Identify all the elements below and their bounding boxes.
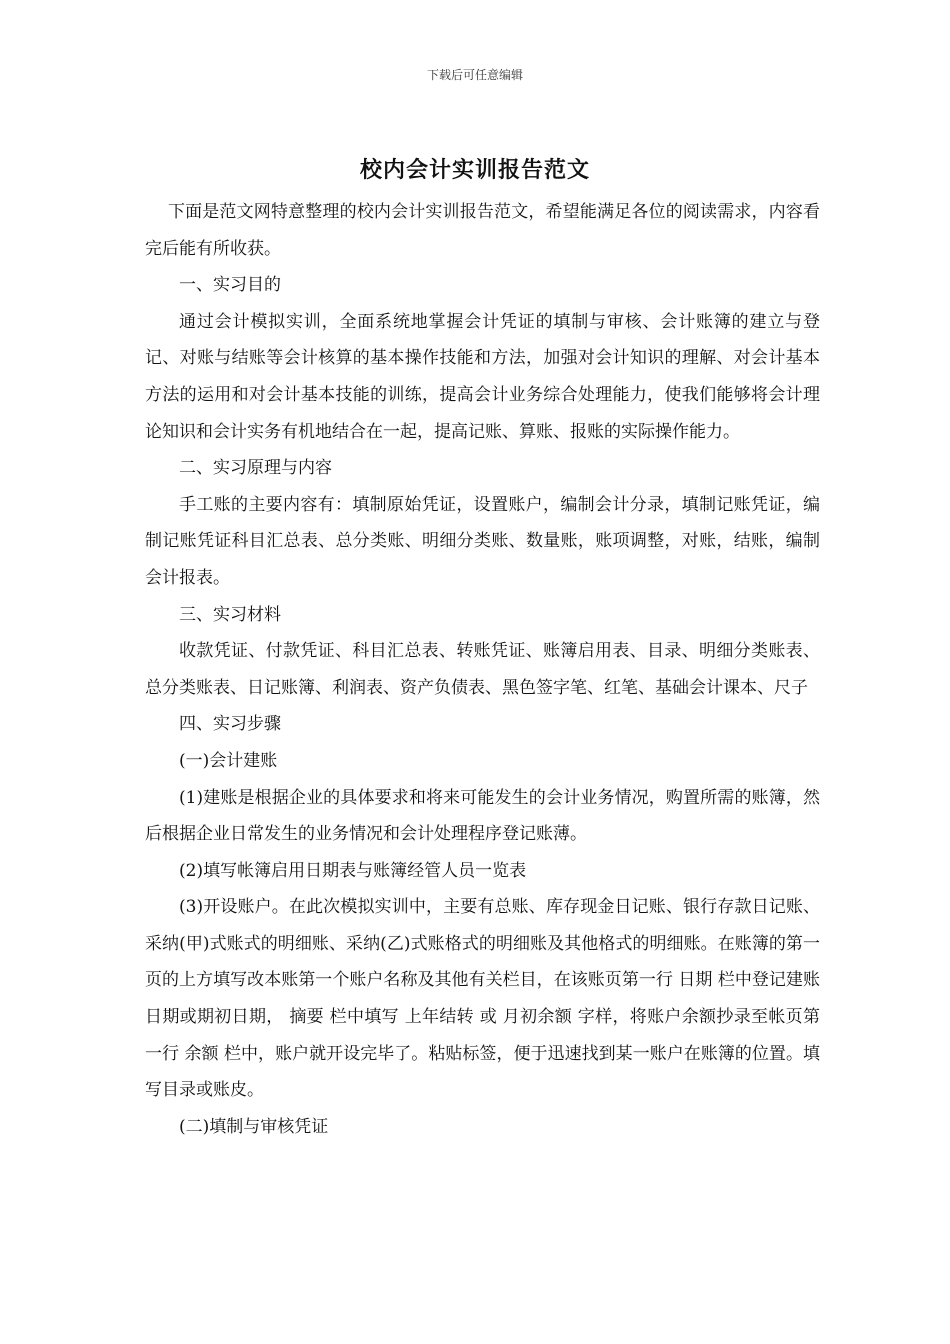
page-header-note: 下载后可任意编辑 xyxy=(426,68,523,82)
subsection-heading-vouchers: (二)填制与审核凭证 xyxy=(179,1116,329,1137)
intro-paragraph: 下面是范文网特意整理的校内会计实训报告范文，希望能满足各位的阅读需求，内容看完后能有所收获。 xyxy=(145,202,820,259)
section-heading-materials: 三、实习材料 xyxy=(179,604,281,625)
section-heading-principle: 二、实习原理与内容 xyxy=(179,458,332,479)
step-2-paragraph: (2)填写帐簿启用日期表与账簿经管人员一览表 xyxy=(179,860,527,881)
document-body xyxy=(145,194,820,1145)
document-title: 校内会计实训报告范文 xyxy=(359,157,590,183)
materials-paragraph: 收款凭证、付款凭证、科目汇总表、转账凭证、账簿启用表、目录、明细分类账表、总分类账表、日记账簿、利润表、资产负债表、黑色签字笔、红笔、基础会计课本、尺子 xyxy=(145,641,820,698)
subsection-heading-setup: (一)会计建账 xyxy=(179,750,278,771)
step-3-paragraph: (3)开设账户。在此次模拟实训中，主要有总账、库存现金日记账、银行存款日记账、采纳(甲)式账式的明细账、采纳(乙)式账格式的明细账及其他格式的明细账。在账簿的第一页的上方填写改本账第一个账户名称及其他有关栏目，在该账页第一行 日期 栏中登记建账日期或期初日期， 摘要 栏中填写 上年结转 或 月初余额 字样，将账户余额抄录至帐页第一行 余额 栏中，账户就开设完毕了。粘贴标签，便于迅速找到某一账户在账簿的位置。填写目录或账皮。 xyxy=(145,897,820,1101)
principle-paragraph: 手工账的主要内容有：填制原始凭证，设置账户，编制会计分录，填制记账凭证，编制记账凭证科目汇总表、总分类账、明细分类账、数量账，账项调整，对账，结账，编制会计报表。 xyxy=(145,494,820,588)
step-1-paragraph: (1)建账是根据企业的具体要求和将来可能发生的会计业务情况，购置所需的账簿，然后根据企业日常发生的业务情况和会计处理程序登记账薄。 xyxy=(145,787,820,845)
section-heading-steps: 四、实习步骤 xyxy=(179,714,281,735)
section-heading-purpose: 一、实习目的 xyxy=(179,275,281,296)
purpose-paragraph: 通过会计模拟实训，全面系统地掌握会计凭证的填制与审核、会计账簿的建立与登记、对账与结账等会计核算的基本操作技能和方法，加强对会计知识的理解、对会计基本方法的运用和对会计基本技能的训练，提高会计业务综合处理能力，使我们能够将会计理论知识和会计实务有机地结合在一起，提高记账、算账、报账的实际操作能力。 xyxy=(145,311,820,442)
